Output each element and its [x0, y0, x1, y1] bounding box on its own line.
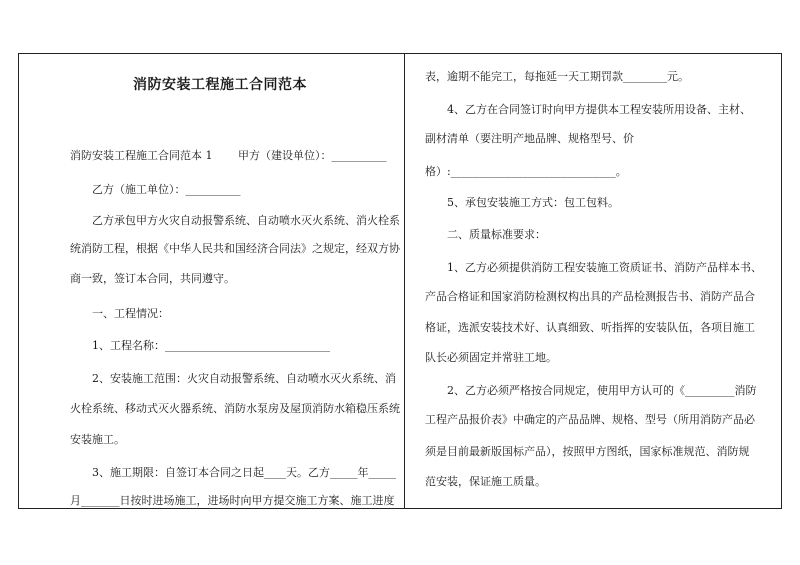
text-line: 3、施工期限：自签订本合同之日起____天。乙方_____年_____ — [92, 466, 396, 479]
section-heading: 一、工程情况： — [92, 307, 169, 320]
section-heading: 二、质量标准要求： — [447, 228, 546, 241]
text-line: 范安装，保证施工质量。 — [425, 475, 546, 488]
text-line: 须是目前最新版国标产品），按照甲方图纸，国家标准规范、消防规 — [425, 445, 750, 458]
text-line: 产品合格证和国家消防检测权构出具的产品检测报告书、消防产品合 — [425, 290, 755, 303]
document-title: 消防安装工程施工合同范本 — [133, 77, 307, 93]
text-line: 乙方（施工单位）：__________ — [92, 183, 241, 196]
text-line: 统消防工程，根据《中华人民共和国经济合同法》之规定，经双方协 — [70, 242, 400, 255]
text-line: 火栓系统、移动式灭火器系统、消防水泵房及屋顶消防水箱稳压系统 — [70, 402, 400, 415]
text-line: 队长必须固定并常驻工地。 — [425, 351, 557, 364]
text-line: 消防安装工程施工合同范本 1 甲方（建设单位）：__________ — [70, 149, 387, 162]
text-line: 乙方承包甲方火灾自动报警系统、自动喷水灭火系统、消火栓系 — [92, 214, 400, 227]
text-line: 月_______日按时进场施工，进场时向甲方提交施工方案、施工进度 — [70, 494, 395, 507]
text-line: 表，逾期不能完工，每拖延一天工期罚款________元。 — [425, 70, 689, 83]
text-line: 4、乙方在合同签订时向甲方提供本工程安装所用设备、主材、 — [447, 103, 751, 116]
text-line: 格证，选派安装技术好、认真细致、听指挥的安装队伍，各项目施工 — [425, 321, 755, 334]
text-line: 2、安装施工范围：火灾自动报警系统、自动喷水灭火系统、消 — [92, 372, 396, 385]
text-line: 工程产品报价表》中确定的产品品牌、规格、型号（所用消防产品必 — [425, 413, 755, 426]
text-line: 1、工程名称：______________________________ — [92, 339, 330, 352]
text-line: 安装施工。 — [70, 433, 125, 446]
text-line: 格）:______________________________。 — [425, 165, 627, 178]
text-line: 商一致，签订本合同，共同遵守。 — [70, 272, 235, 285]
text-line: 2、乙方必须严格按合同规定，使用甲方认可的《_________消防 — [447, 384, 757, 397]
text-line: 1、乙方必须提供消防工程安装施工资质证书、消防产品样本书、 — [447, 261, 762, 274]
text-line: 副材清单（要注明产地品牌、规格型号、价 — [425, 132, 634, 145]
text-line: 5、承包安装施工方式：包工包料。 — [447, 196, 619, 209]
